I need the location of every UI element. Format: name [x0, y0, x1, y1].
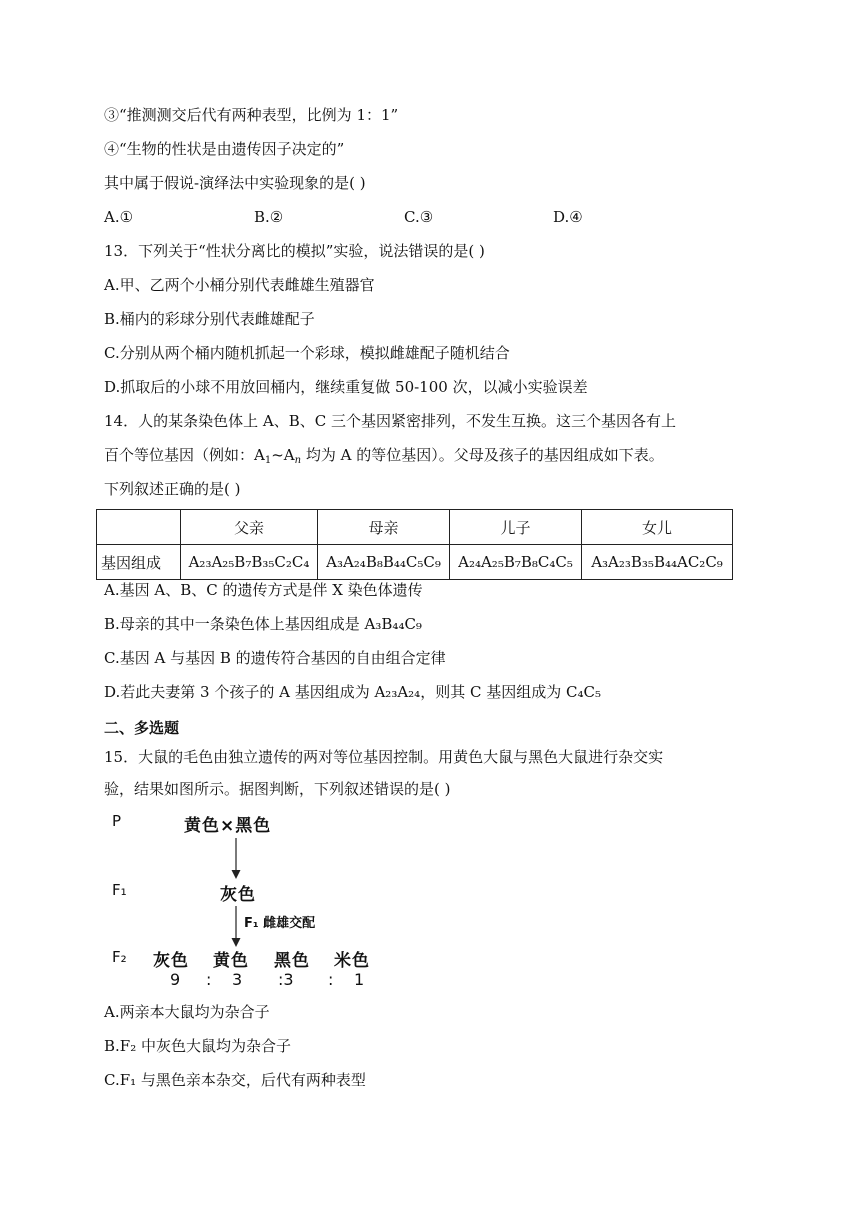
table-header-cell: 儿子 — [450, 510, 582, 545]
q13-stem: 13．下列关于“性状分离比的模拟”实验，说法错误的是( ) — [104, 242, 485, 260]
q15-stem-line1: 15．大鼠的毛色由独立遗传的两对等位基因控制。用黄色大鼠与黑色大鼠进行杂交实 — [104, 748, 664, 766]
q12-option-b[interactable]: B.② — [254, 208, 284, 226]
arrow-label: F₁ 雌雄交配 — [244, 916, 316, 931]
q14-option-c[interactable]: C.基因 A 与基因 B 的遗传符合基因的自由组合定律 — [104, 649, 446, 667]
f2-phenotype: 米色 — [334, 951, 370, 971]
q13-option-c[interactable]: C.分别从两个桶内随机抓起一个彩球，模拟雌雄配子随机结合 — [104, 344, 510, 362]
f2-ratio-part: 3 — [232, 970, 243, 989]
f2-phenotype: 灰色 — [153, 951, 189, 971]
q15-option-a[interactable]: A.两亲本大鼠均为杂合子 — [104, 1003, 270, 1021]
q12-statement-4: ④“生物的性状是由遗传因子决定的” — [104, 140, 345, 158]
q14-stem-line1: 14．人的某条染色体上 A、B、C 三个基因紧密排列，不发生互换。这三个基因各有上 — [104, 412, 676, 430]
generation-label-p: P — [112, 812, 122, 830]
q14-stem-line2: 百个等位基因（例如：$A_1\sim A_n$ 均为 A 的等位基因）。父母及孩子的基因组成如下表。 — [104, 446, 664, 466]
table-header-cell: 女儿 — [582, 510, 733, 545]
q15-stem-line2: 验，结果如图所示。据图判断，下列叙述错误的是( ) — [104, 780, 451, 798]
table-header-cell — [97, 510, 181, 545]
q12-option-a[interactable]: A.① — [104, 208, 134, 226]
f1-phenotype: 灰色 — [220, 885, 256, 905]
q13-option-b[interactable]: B.桶内的彩球分别代表雌雄配子 — [104, 310, 315, 328]
f2-ratio-part: : — [328, 970, 334, 989]
parent-cross: 黄色×黑色 — [184, 816, 272, 836]
table-header-cell: 父亲 — [181, 510, 318, 545]
q12-options — [104, 206, 804, 228]
f2-ratio-part: :3 — [278, 970, 294, 989]
table-cell: A₃A₂₄B₈B₄₄C₅C₉ — [318, 545, 450, 580]
table-header-cell: 母亲 — [318, 510, 450, 545]
f2-ratio-part: 1 — [354, 970, 365, 989]
generation-label-f1: F₁ — [112, 881, 127, 899]
arrow-down-icon — [230, 906, 242, 948]
q14-option-b[interactable]: B.母亲的其中一条染色体上基因组成是 A₃B₄₄C₉ — [104, 615, 422, 633]
f2-ratio-part: : — [206, 970, 212, 989]
genotype-table — [96, 509, 733, 580]
q14-stem-line3: 下列叙述正确的是( ) — [104, 480, 241, 498]
table-cell: A₂₃A₂₅B₇B₃₅C₂C₄ — [181, 545, 318, 580]
f2-ratio-part: 9 — [170, 970, 181, 989]
table-row-label: 基因组成 — [97, 545, 181, 580]
q14-option-a[interactable]: A.基因 A、B、C 的遗传方式是伴 X 染色体遗传 — [104, 581, 423, 599]
q15-option-b[interactable]: B.F₂ 中灰色大鼠均为杂合子 — [104, 1037, 291, 1055]
cross-diagram — [106, 808, 406, 992]
table-cell: A₂₄A₂₅B₇B₈C₄C₅ — [450, 545, 582, 580]
arrow-down-icon — [230, 838, 242, 880]
q12-statement-3: ③“推测测交后代有两种表型，比例为 1：1” — [104, 106, 399, 124]
section-title: 二、多选题 — [104, 719, 180, 737]
q12-option-c[interactable]: C.③ — [404, 208, 434, 226]
q13-option-a[interactable]: A.甲、乙两个小桶分别代表雌雄生殖器官 — [104, 276, 375, 294]
q15-option-c[interactable]: C.F₁ 与黑色亲本杂交，后代有两种表型 — [104, 1071, 366, 1089]
table-header-row — [97, 510, 733, 545]
f2-phenotype: 黄色 — [213, 951, 249, 971]
q14-option-d[interactable]: D.若此夫妻第 3 个孩子的 A 基因组成为 A₂₃A₂₄，则其 C 基因组成为 C₄C₅ — [104, 683, 601, 701]
table-row — [97, 545, 733, 580]
f2-phenotype: 黑色 — [274, 951, 310, 971]
q12-option-d[interactable]: D.④ — [553, 208, 583, 226]
generation-label-f2: F₂ — [112, 948, 127, 966]
q13-option-d[interactable]: D.抓取后的小球不用放回桶内，继续重复做 50-100 次，以减小实验误差 — [104, 378, 588, 396]
table-cell: A₃A₂₃B₃₅B₄₄AC₂C₉ — [582, 545, 733, 580]
q12-stem: 其中属于假说-演绎法中实验现象的是( ) — [104, 174, 366, 192]
